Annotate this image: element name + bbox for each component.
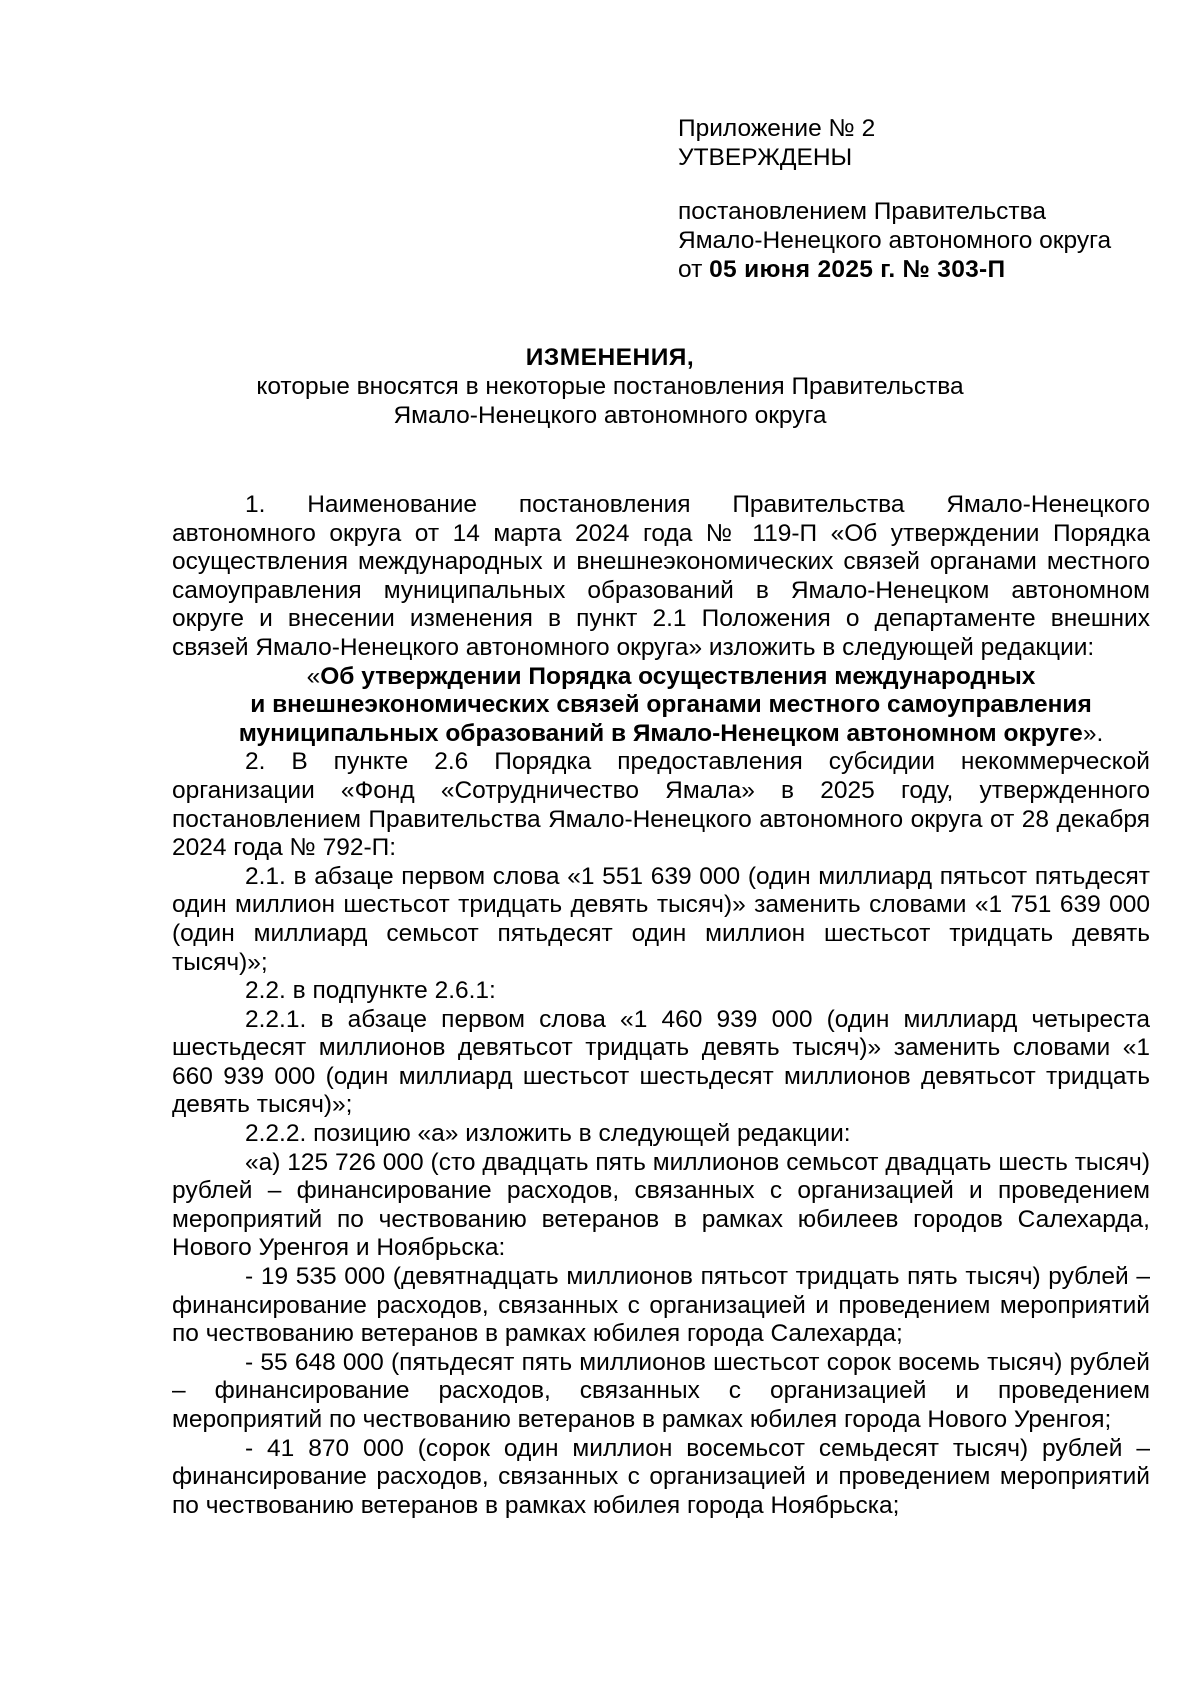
item-salekhard: - 19 535 000 (девятнадцать миллионов пятьсот тридцать пять тысяч) рублей – финансирование расходов, связанных с организацией и проведением мероприятий по чествованию ветеранов в рамках юбилея города Салехарда; [172,1263,1150,1348]
paragraph-2-2-2: 2.2.2. позицию «а» изложить в следующей редакции: [245,1120,851,1148]
paragraph-1: 1. Наименование постановления Правительства Ямало-Ненецкого автономного округа от 14 марта 2024 года № 119-П «Об утверждении Порядка осуществления международных и внешнеэкономических связей органами местного самоуправления муниципальных образований в Ямало-Ненецком автономном округе и внесении изменения в пункт 2.1 Положения о департаменте внешних связей Ямало-Ненецкого автономного округа» изложить в следующей редакции: [172,491,1150,661]
item-novy-urengoy: - 55 648 000 (пятьдесят пять миллионов шестьсот сорок восемь тысяч) рублей – финансирование расходов, связанных с организацией и проведением мероприятий по чествованию ветеранов в рамках юбилея города Нового Уренгоя; [172,1348,1150,1433]
position-a: «а) 125 726 000 (сто двадцать пять миллионов семьсот двадцать шесть тысяч) рублей – финансирование расходов, связанных с организацией и проведением мероприятий по чествованию ветеранов в рамках юбилеев городов Салехарда, Нового Уренгоя и Ноябрьска: [172,1148,1150,1262]
quoted-title-line3: муниципальных образований в Ямало-Ненецком автономном округе [238,719,1083,747]
document-subtitle-line2: Ямало-Ненецкого автономного округа [393,402,827,429]
resolution-date: 05 июня 2025 г. № 303-П [709,256,1006,283]
document-body [172,491,1150,1520]
paragraph-2-2: 2.2. в подпункте 2.6.1: [245,977,496,1005]
resolution-label: постановлением Правительства [678,198,1046,225]
paragraph-2-1: 2.1. в абзаце первом слова «1 551 639 000 (один миллиард пятьсот пятьдесят один миллион шестьсот тридцать девять тысяч)» заменить словами «1 751 639 000 (один миллиард семьсот пятьдесят один миллион шестьсот тридцать девять тысяч)»; [172,862,1150,976]
approval-block [678,114,1178,284]
paragraph-2: 2. В пункте 2.6 Порядка предоставления субсидии некоммерческой организации «Фонд «Сотрудничество Ямала» в 2025 году, утвержденного постановлением Правительства Ямало-Ненецкого автономного округа от 28 декабря 2024 года № 792-П: [172,748,1150,862]
document-title: ИЗМЕНЕНИЯ, [525,344,695,371]
item-noyabrsk: - 41 870 000 (сорок один миллион восемьсот семьдесят тысяч) рублей – финансирование расходов, связанных с организацией и проведением мероприятий по чествованию ветеранов в рамках юбилея города Ноябрьска; [172,1434,1150,1519]
document-heading [170,343,1050,430]
government-name: Ямало-Ненецкого автономного округа [678,227,1112,254]
quoted-title: «Об утверждении Порядка осуществления международных и внешнеэкономических связей органами местного самоуправления муниципальных образований в Ямало-Ненецком автономном округе». [238,662,1104,747]
appendix-number: Приложение № 2 [678,115,876,142]
resolution-date-line [678,255,1178,284]
quoted-title-line2: и внешнеэкономических связей органами местного самоуправления [250,691,1092,719]
paragraph-2-2-1: 2.2.1. в абзаце первом слова «1 460 939 000 (один миллиард четыреста шестьдесят миллионов девятьсот тридцать девять тысяч)» заменить словами «1 660 939 000 (один миллиард шестьсот шестьдесят миллионов девятьсот тридцать девять тысяч)»; [172,1005,1150,1119]
document-subtitle-line1: которые вносятся в некоторые постановления Правительства [256,373,964,400]
date-prefix: от [678,256,710,283]
quoted-title-line1: Об утверждении Порядка осуществления международных [320,662,1036,690]
approved-label: УТВЕРЖДЕНЫ [678,144,853,171]
